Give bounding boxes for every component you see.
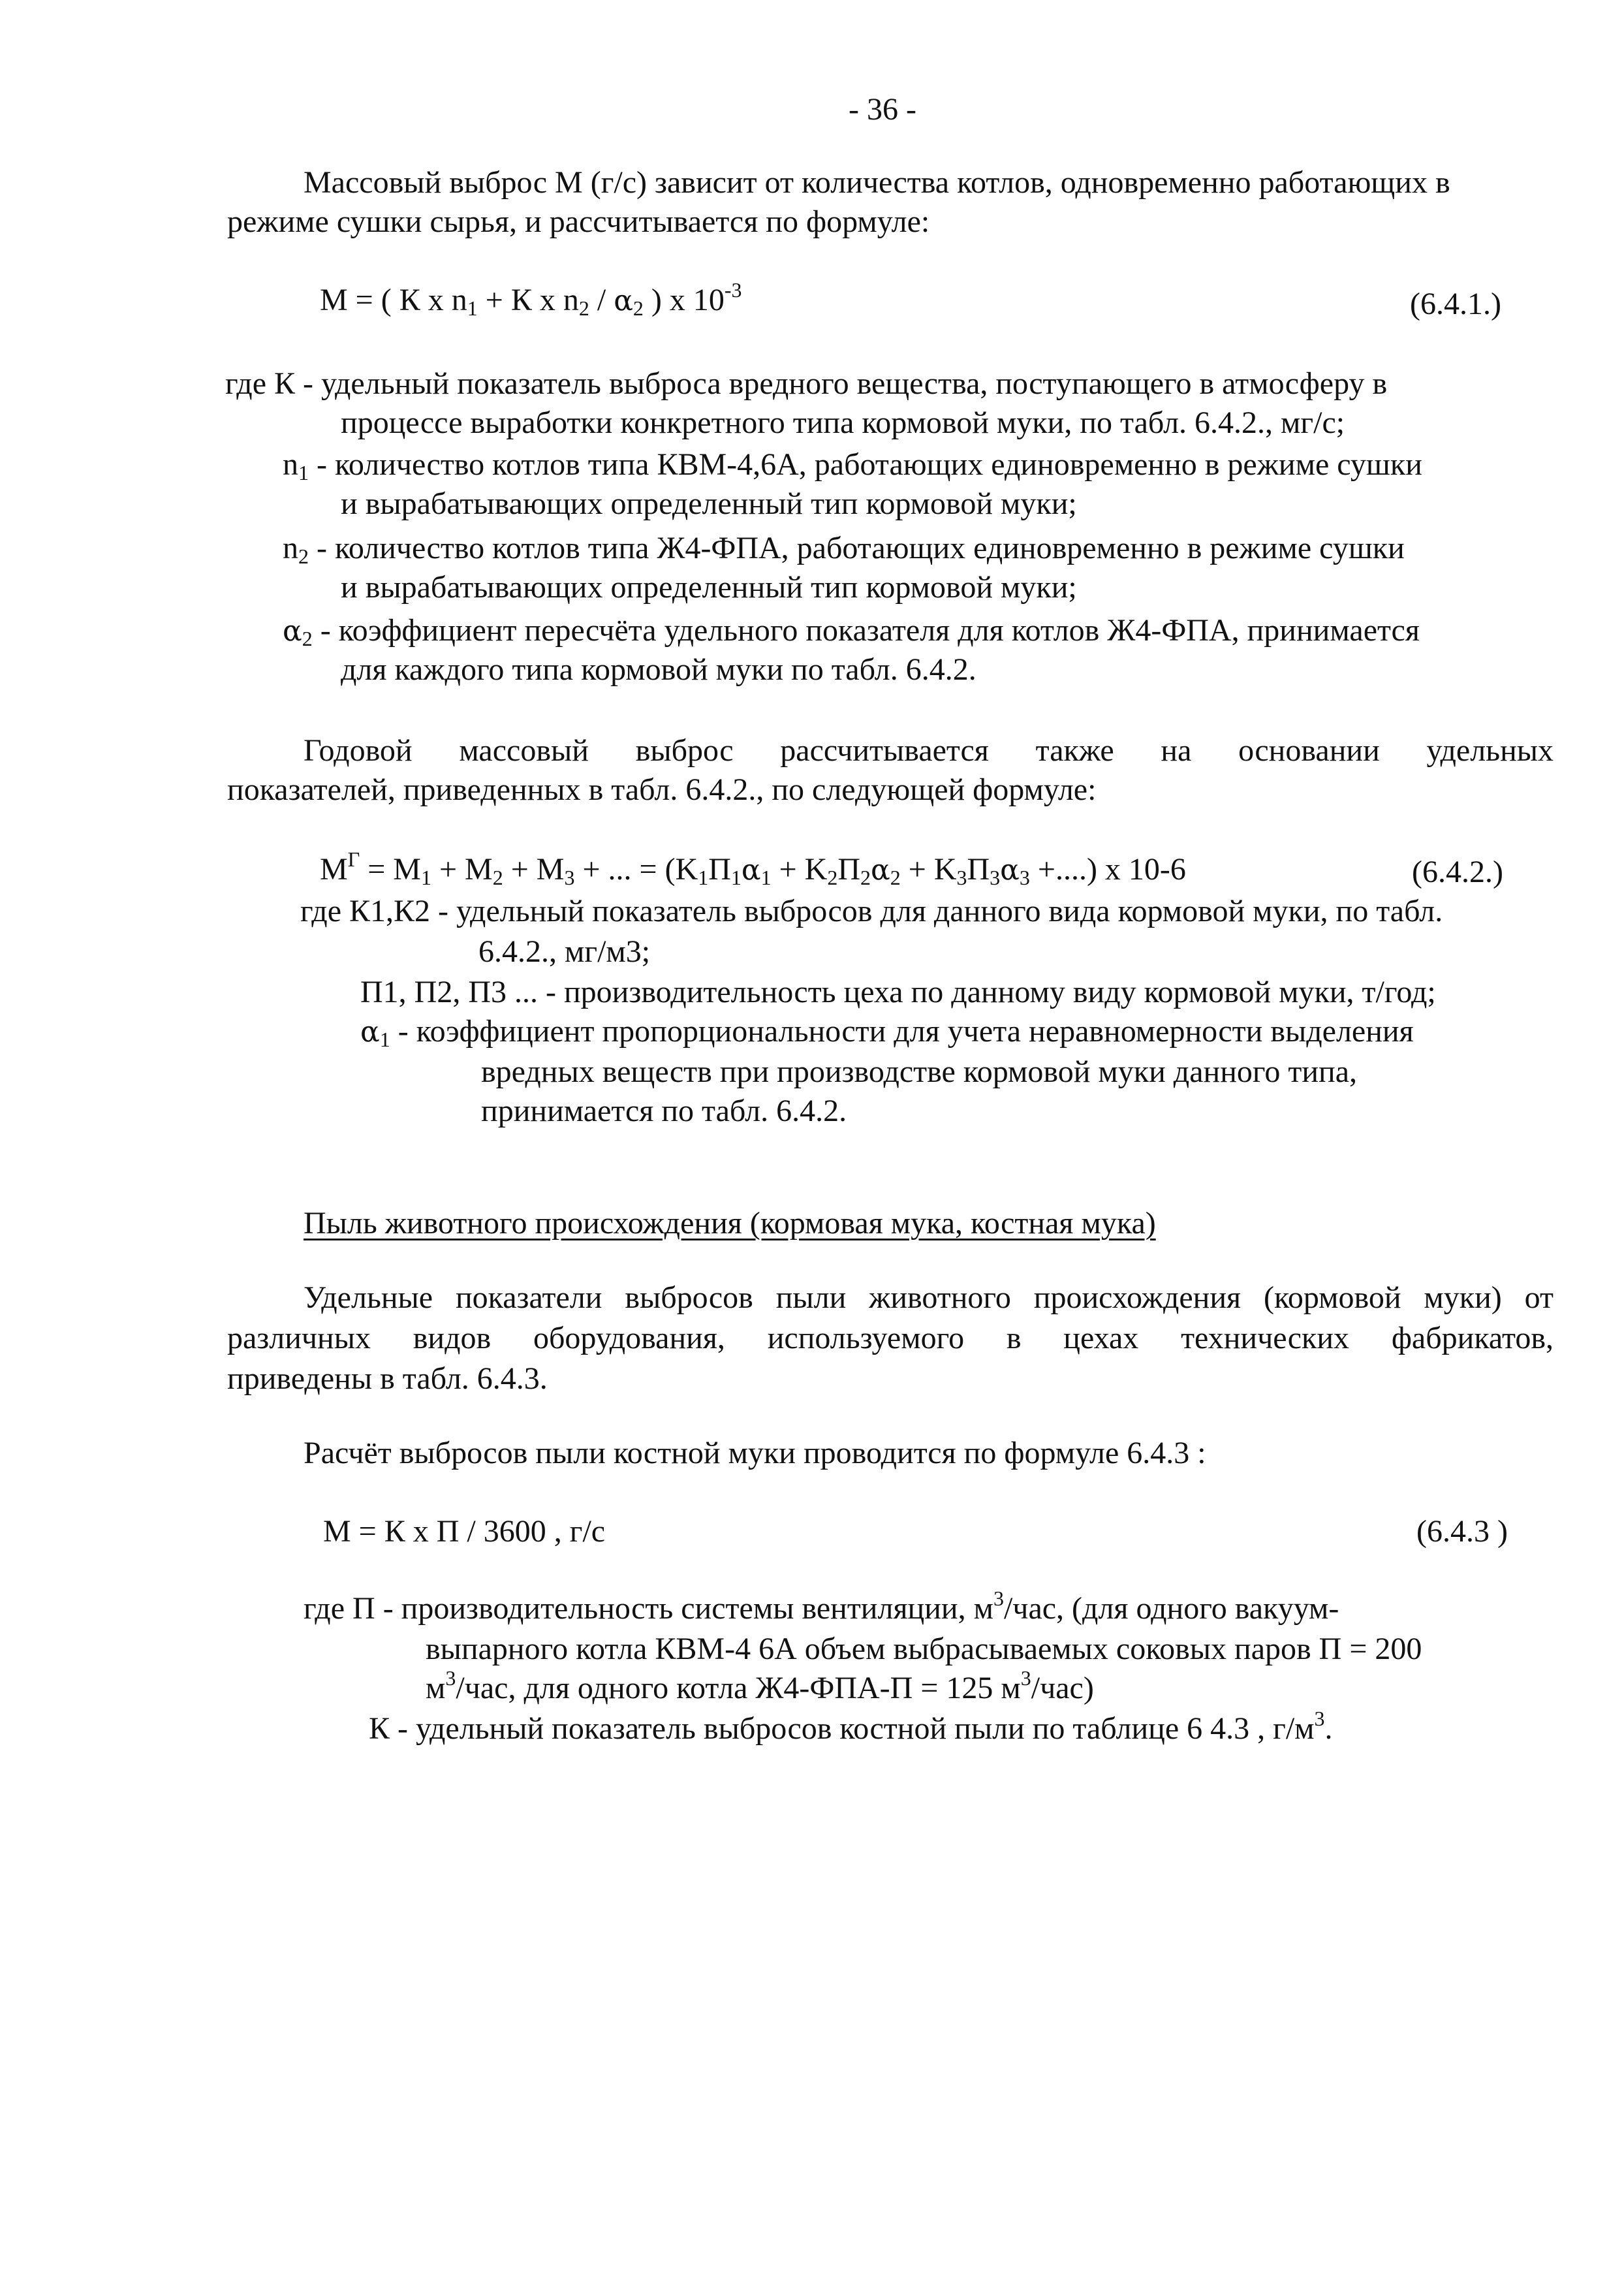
paragraph-line: Массовый выброс М (г/с) зависит от количества котлов, одновременно работающих в <box>304 165 1450 200</box>
paragraph-line: режиме сушки сырья, и рассчитывается по формуле: <box>227 204 930 239</box>
definition-line: принимается по табл. 6.4.2. <box>481 1094 847 1128</box>
definition-line: К - удельный показатель выбросов костной пыли по таблице 6 4.3 , $г/м^3$. <box>369 1707 1333 1746</box>
definition-line: $м^3$/час, для одного котла Ж4-ФПА-П = 125 $м^3/час$) <box>426 1666 1094 1705</box>
definition-line: и вырабатывающих определенный тип кормовой муки; <box>341 486 1077 521</box>
paragraph-line: Годовой массовый выброс рассчитывается также на основании удельных <box>304 733 1554 768</box>
definition-line: для каждого типа кормовой муки по табл. 6.4.2. <box>341 652 976 687</box>
definition-line: $n_1$ - количество котлов типа КВМ-4,6А, работающих единовременно в режиме сушки <box>283 447 1422 484</box>
paragraph-line: различных видов оборудования, используемого в цехах технических фабрикатов, <box>227 1321 1554 1355</box>
formula-6-4-2: $М^Г = M_1 + M_2 + M_3$ + ... = ($K_1П_1\alpha_1 + K_2П_2\alpha_2 + K_3П_3\alpha_3$ +....) х 10-6 <box>320 847 1186 889</box>
formula-number: (6.4.2.) <box>1412 855 1503 889</box>
definition-line: 6.4.2., мг/м3; <box>478 934 651 969</box>
paragraph-line: Расчёт выбросов пыли костной муки проводится по формуле 6.4.3 : <box>304 1436 1206 1470</box>
definition-line: процессе выработки конкретного типа кормовой муки, по табл. 6.4.2., мг/с; <box>341 405 1345 440</box>
section-title: Пыль животного происхождения (кормовая мука, костная мука) <box>304 1206 1156 1240</box>
formula-number: (6.4.3 ) <box>1416 1514 1508 1549</box>
definition-line: $n_2$ - количество котлов типа Ж4-ФПА, работающих единовременно в режиме сушки <box>283 531 1405 568</box>
formula-6-4-1: М = ( К х $n_1 + К$ х $n_2 / \alpha_2$ ) х $10^{-3}$ <box>320 278 742 320</box>
paragraph-line: приведены в табл. 6.4.3. <box>227 1361 548 1396</box>
paragraph-line: Удельные показатели выбросов пыли животного происхождения (кормовой муки) от <box>304 1280 1554 1315</box>
page-number: - 36 - <box>849 92 916 127</box>
definition-line: где К1,К2 - удельный показатель выбросов для данного вида кормовой муки, по табл. <box>300 894 1443 928</box>
definition-line: $\alpha_2$ - коэффициент пересчёта удельного показателя для котлов Ж4-ФПА, принимается <box>283 613 1420 650</box>
definition-line: где П - производительность системы вентиляции, $м^3$/час, (для одного вакуум- <box>304 1587 1339 1626</box>
formula-number: (6.4.1.) <box>1410 287 1501 321</box>
definition-line: где К - удельный показатель выброса вредного вещества, поступающего в атмосферу в <box>225 366 1388 401</box>
definition-line: и вырабатывающих определенный тип кормовой муки; <box>341 570 1077 605</box>
paragraph-line: показателей, приведенных в табл. 6.4.2., по следующей формуле: <box>227 772 1097 807</box>
formula-6-4-3: М = К х П / 3600 , г/с <box>323 1514 606 1549</box>
definition-line: вредных веществ при производстве кормовой муки данного типа, <box>481 1054 1358 1089</box>
definition-line: $\alpha_1$ - коэффициент пропорциональности для учета неравномерности выделения <box>360 1014 1414 1051</box>
definition-line: выпарного котла КВМ-4 6А объем выбрасываемых соковых паров П = 200 <box>426 1632 1422 1666</box>
definition-line: П1, П2, П3 ... - производительность цеха по данному виду кормовой муки, т/год; <box>360 975 1436 1009</box>
